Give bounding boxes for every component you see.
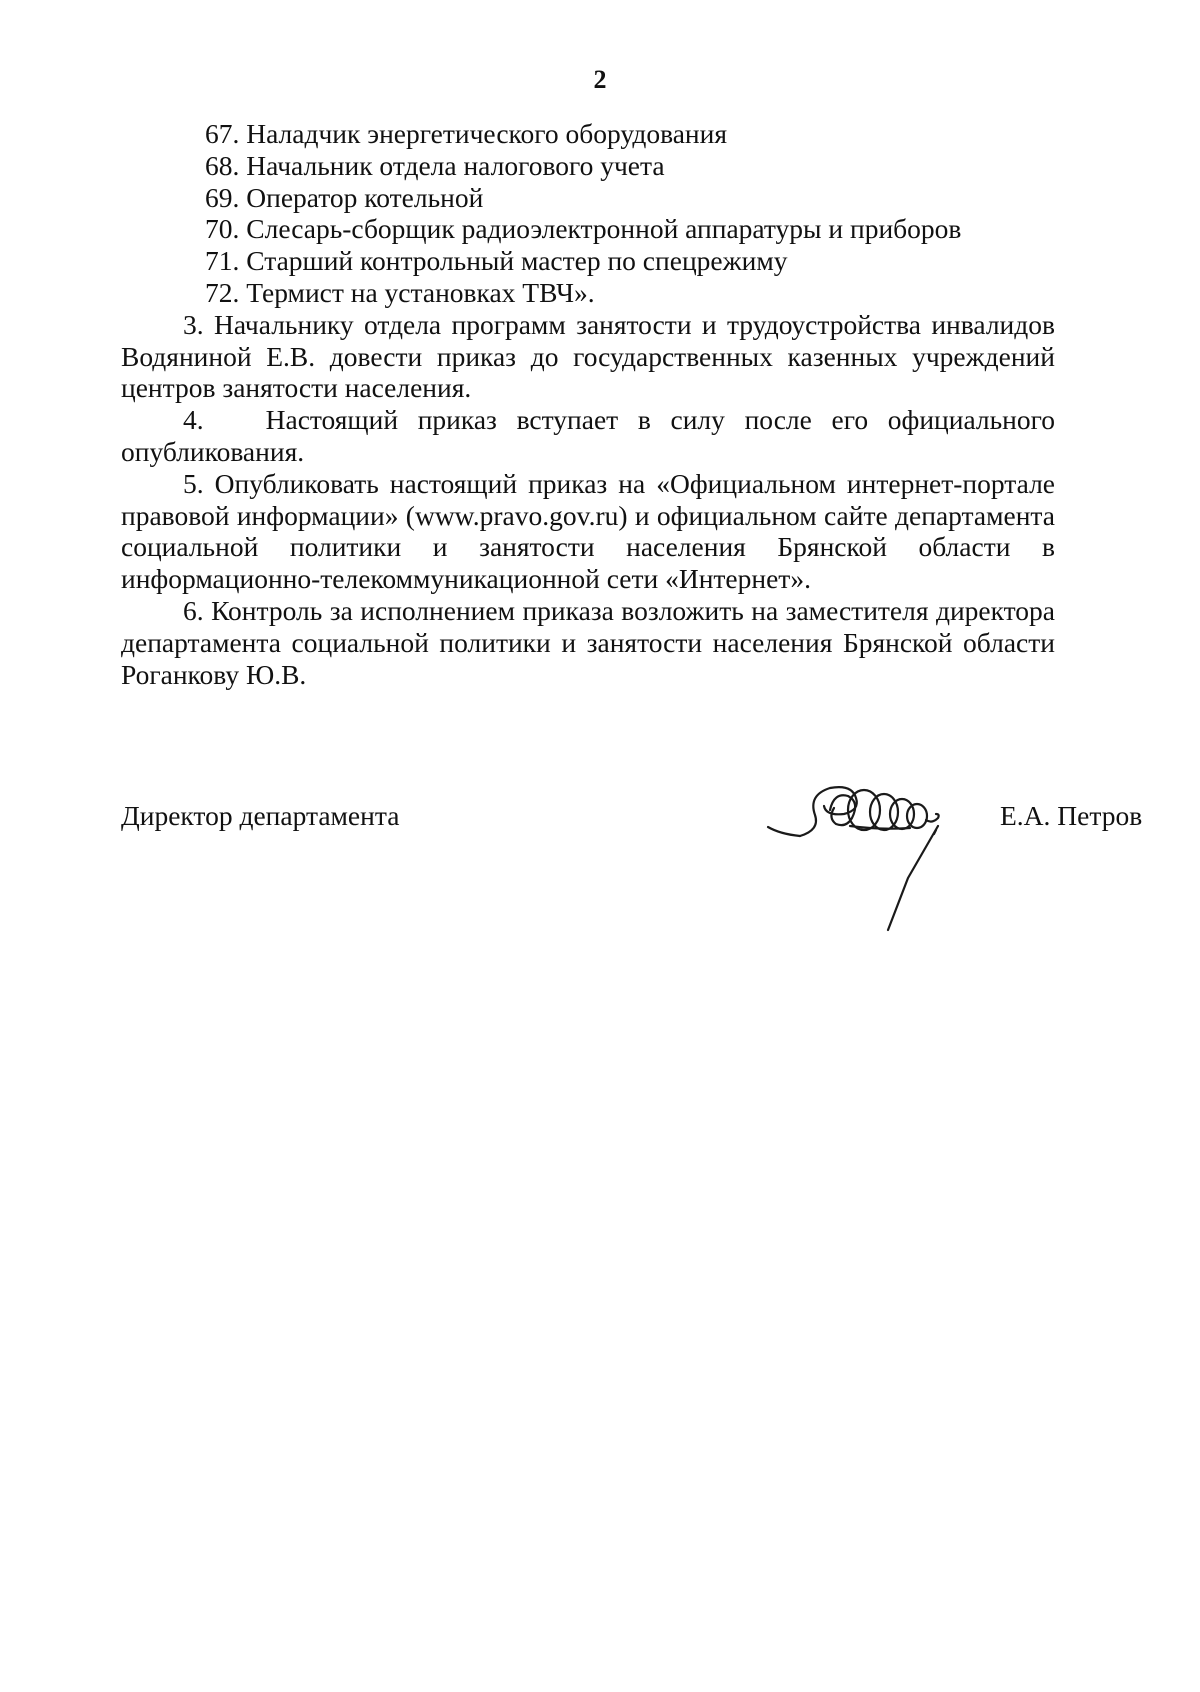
paragraph-3: 3. Начальнику отдела программ занятости и трудоустройства инвалидов Водяниной Е.В. довести приказ до государственных казенных учреждений центров занятости населения.	[121, 308, 1055, 404]
list-item: 69. Оператор котельной	[205, 181, 484, 213]
list-item: 67. Наладчик энергетического оборудования	[205, 118, 728, 149]
handwritten-signature	[760, 770, 970, 970]
signature-block	[121, 800, 1151, 840]
list-item: 68. Начальник отдела налогового учета	[205, 149, 665, 181]
signer-title: Директор департамента	[121, 800, 400, 831]
list-item: 72. Термист на установках ТВЧ».	[205, 276, 595, 308]
list-item: 70. Слесарь-сборщик радиоэлектронной аппаратуры и приборов	[205, 213, 962, 245]
paragraph-5: 5. Опубликовать настоящий приказ на «Официальном интернет-портале правовой информации» (www.pravo.gov.ru) и официальном сайте департамента социальной политики и занятости населения Брянской области в информационно-телекоммуникационной сети «Интернет».	[121, 467, 1055, 595]
list-item: 71. Старший контрольный мастер по спецрежиму	[205, 245, 788, 277]
document-body	[121, 118, 1055, 690]
page-number: 2	[593, 65, 607, 94]
paragraph-4-number: 4.	[183, 404, 204, 436]
paragraph-4	[121, 404, 1055, 468]
paragraph-6: 6. Контроль за исполнением приказа возложить на заместителя директора департамента социальной политики и занятости населения Брянской области Роганкову Ю.В.	[121, 594, 1055, 690]
paragraph-4-text: Настоящий приказ вступает в силу после его официального опубликования.	[121, 404, 1055, 467]
signer-name: Е.А. Петров	[1000, 800, 1143, 831]
